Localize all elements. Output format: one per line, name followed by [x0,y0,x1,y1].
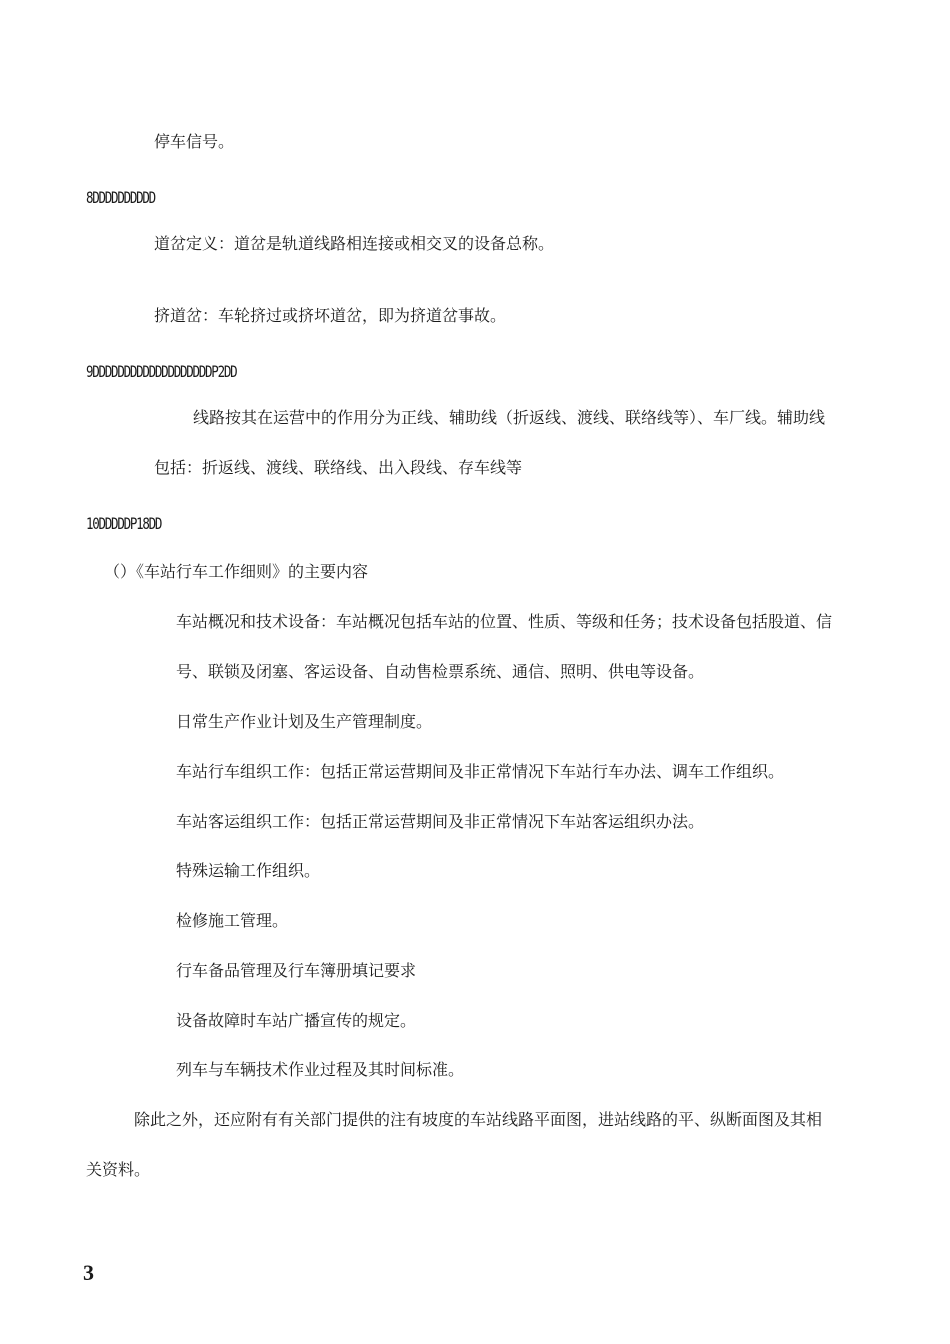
text-line: 道岔定义：道岔是轨道线路相连接或相交叉的设备总称。 [154,234,555,253]
closing-paragraph: 关资料。 [86,1160,151,1179]
list-item: 行车备品管理及行车簿册填记要求 [176,961,417,980]
text-line: 线路按其在运营中的作用分为正线、辅助线（折返线、渡线、联络线等）、车厂线。辅助线 [193,408,826,427]
text-line: 包括：折返线、渡线、联络线、出入段线、存车线等 [154,458,523,477]
page-number: 3 [83,1260,94,1285]
list-item: 号、联锁及闭塞、客运设备、自动售检票系统、通信、照明、供电等设备。 [176,662,705,681]
list-item: 车站概况和技术设备：车站概况包括车站的位置、性质、等级和任务；技术设备包括股道、信 [176,612,833,631]
section-heading: 10DDDDDP18DD [86,514,162,533]
list-item: 检修施工管理。 [176,911,289,930]
text-line: 挤道岔：车轮挤过或挤坏道岔，即为挤道岔事故。 [154,306,507,325]
list-item: 设备故障时车站广播宣传的规定。 [176,1011,417,1030]
list-item: 车站行车组织工作：包括正常运营期间及非正常情况下车站行车办法、调车工作组织。 [176,762,785,781]
list-item: 特殊运输工作组织。 [176,861,321,880]
list-item: 日常生产作业计划及生产管理制度。 [176,712,433,731]
closing-paragraph: 除此之外，还应附有有关部门提供的注有坡度的车站线路平面图，进站线路的平、纵断面图及其相 [134,1110,823,1129]
list-item: 车站客运组织工作：包括正常运营期间及非正常情况下车站客运组织办法。 [176,812,705,831]
text-line: 停车信号。 [154,132,235,151]
list-item: 列车与车辆技术作业过程及其时间标准。 [176,1060,465,1079]
section-heading: 8DDDDDDDDDD [86,188,155,207]
section-heading: 9DDDDDDDDDDDDDDDDDDDP2DD [86,362,237,381]
section-title: （）《车站行车工作细则》的主要内容 [104,562,369,581]
